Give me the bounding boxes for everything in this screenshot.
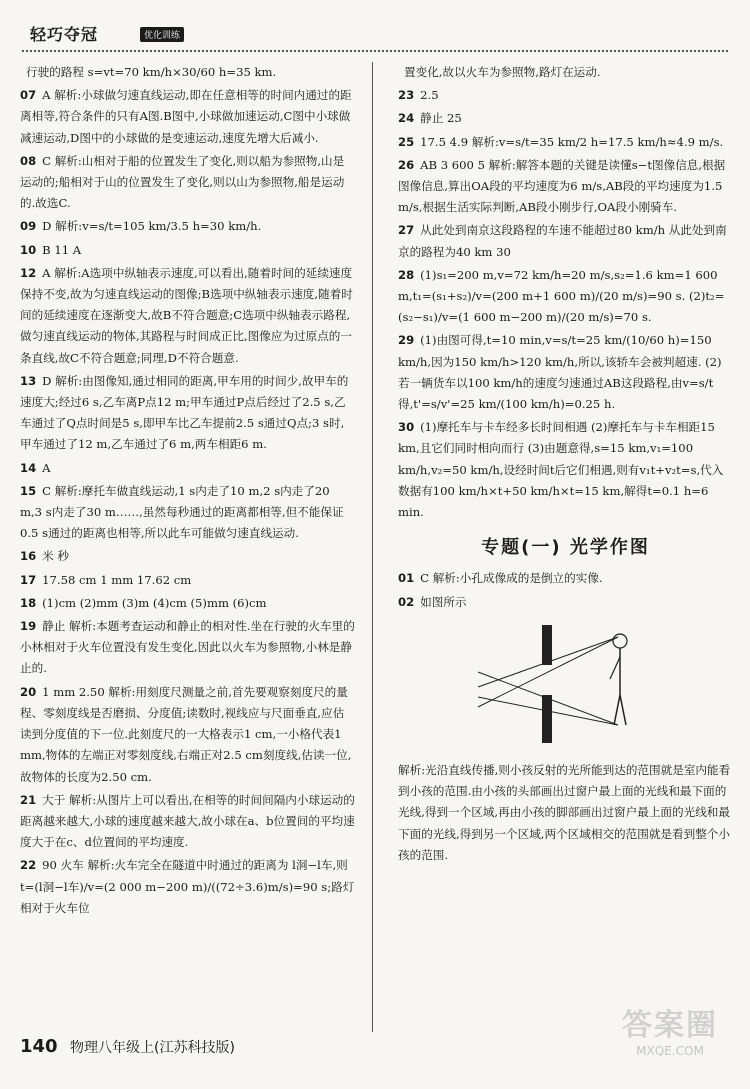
header-dotted-rule bbox=[22, 50, 728, 52]
list-item: 27 从此处到南京这段路程的车速不能超过80 km/h 从此处到南京的路程为40 km 30 bbox=[398, 223, 727, 259]
list-item: 01 C 解析:小孔成像成的是倒立的实像. bbox=[398, 571, 603, 586]
list-item: 07 A 解析:小球做匀速直线运动,即在任意相等的时间内通过的距离相等,符合条件的只有A图.B图中,小球做加速运动,C图中小球做减速运动,D图中的小球做的是变速运动,速度先增大后减小. bbox=[20, 88, 352, 145]
list-item: 18 (1)cm (2)mm (3)m (4)cm (5)mm (6)cm bbox=[20, 595, 267, 610]
page-footer bbox=[20, 1036, 235, 1057]
list-item: 23 2.5 bbox=[398, 88, 439, 103]
list-item: 17 17.58 cm 1 mm 17.62 cm bbox=[20, 572, 192, 587]
column-divider bbox=[372, 62, 373, 1032]
list-item: 28 (1)s₁=200 m,v=72 km/h=20 m/s,s₂=1.6 km=1 600 m,t₁=(s₁+s₂)/v=(200 m+1 600 m)/(20 m/s)=90 s. (2)t₂=(s₂−s₁)/v=(1 600 m−200 m)/(20 m/s)=70 s. bbox=[398, 267, 725, 325]
list-item: 12 A 解析:A选项中纵轴表示速度,可以看出,随着时间的延续速度保持不变,故为匀速直线运动的图像;B选项中纵轴表示速度,随着时间的延续速度在逐渐变大,故B不符合题意;C选项中纵轴表示路程,做匀速直线运动的物体,其路程与时间成正比,图像应为过原点的一条直线,故C不符合题意;同理,D不符合题意. bbox=[20, 265, 353, 365]
list-item: 16 米 秒 bbox=[20, 549, 70, 564]
left-column bbox=[20, 62, 355, 921]
analysis-text: 解析:光沿直线传播,则小孩反射的光所能到达的范围就是室内能看到小孩的范围.由小孩的头部画出过窗户最上面的光线和最下面的光线,得到一个区域,再由小孩的脚部画出过窗户最上面的光线和最下面的光线,得到另一个区域,两个区域相交的范围就是看到整个小孩的范围. bbox=[398, 763, 731, 862]
list-item: 14 A bbox=[20, 460, 51, 475]
list-item: 21 大于 解析:从图片上可以看出,在相等的时间间隔内小球运动的距离越来越大,小球的速度越来越大,故小球在a、b位置间的平均速度大于在c、d位置间的平均速度. bbox=[20, 792, 355, 850]
right-column bbox=[398, 62, 733, 868]
wall-upper bbox=[542, 625, 552, 665]
list-item: 15 C 解析:摩托车做直线运动,1 s内走了10 m,2 s内走了20 m,3 s内走了30 m……,虽然每秒通过的距离都相等,但不能保证0.5 s通过的距离也相等,所以此车可能做匀速直线运动. bbox=[20, 483, 344, 541]
list-item: 26 AB 3 600 5 解析:解答本题的关键是读懂s−t图像信息,根据图像信息,算出OA段的平均速度为6 m/s,AB段的平均速度为1.5 m/s,根据生活实际判断,AB段小刚步行,OA段小刚骑车. bbox=[398, 157, 726, 215]
list-item: 置变化,故以火车为参照物,路灯在运动. bbox=[404, 65, 601, 79]
list-item: 20 1 mm 2.50 解析:用刻度尺测量之前,首先要观察刻度尺的量程、零刻度线是否磨损、分度值;读数时,视线应与尺面垂直,应估读到分度值的下一位.此刻度尺的一大格表示1 cm,一小格代表1 mm,物体的左端正对零刻度线,右端正对2.5 cm刻度线,估读一位,故物体的长度为2.50 cm. bbox=[20, 684, 352, 784]
book-title: 物理八年级上(江苏科技版) bbox=[70, 1040, 235, 1056]
watermark-small: MXQE.COM bbox=[636, 1044, 704, 1058]
wall-lower bbox=[542, 695, 552, 743]
list-item: 29 (1)由图可得,t=10 min,v=s/t=25 km/(10/60 h)=150 km/h,因为150 km/h>120 km/h,所以,该轿车会被判超速. (2)若一辆货车以100 km/h的速度匀速通过AB这段路程,由v=s/t得,t'=s/v'=25 km/(100 km/h)=0.25 h. bbox=[398, 333, 722, 412]
watermark bbox=[600, 1000, 740, 1080]
list-item: 24 静止 25 bbox=[398, 111, 462, 126]
page-number: 140 bbox=[20, 1036, 58, 1057]
brand-logo: 轻巧夺冠 bbox=[30, 25, 99, 44]
brand-subtitle: 优化训练 bbox=[140, 27, 184, 42]
list-item: 08 C 解析:山相对于船的位置发生了变化,则以船为参照物,山是运动的;船相对于山的位置发生了变化,则以山为参照物,船是运动的.故选C. bbox=[20, 153, 345, 211]
list-item: 09 D 解析:v=s/t=105 km/3.5 h=30 km/h. bbox=[20, 219, 262, 234]
list-item: 25 17.5 4.9 解析:v=s/t=35 km/2 h=17.5 km/h≈4.9 m/s. bbox=[398, 134, 724, 149]
list-item: 行驶的路程 s=vt=70 km/h×30/60 h=35 km. bbox=[26, 65, 277, 79]
list-item: 19 静止 解析:本题考查运动和静止的相对性.坐在行驶的火车里的小林相对于火车位置没有发生变化,因此以火车为参照物,小林是静止的. bbox=[20, 619, 355, 676]
list-item: 30 (1)摩托车与卡车经多长时间相遇 (2)摩托车与卡车相距15 km,且它们同时相向而行 (3)由题意得,s=15 km,v₁=100 km/h,v₂=50 km/h,设经时间t后它们相遇,则有v₁t+v₂t=s,代入数据有100 km/h×t+50 km/h×t=15 km,解得t=0.1 h=6 min. bbox=[398, 420, 724, 520]
list-item: 10 B 11 A bbox=[20, 242, 82, 257]
page-header bbox=[22, 18, 728, 52]
optics-figure bbox=[468, 617, 733, 754]
list-item: 13 D 解析:由图像知,通过相同的距离,甲车用的时间少,故甲车的速度大;经过6 s,乙车离P点12 m;甲车通过P点后经过了2.5 s,乙车通过了Q点时间是5 s,即甲车比乙车提前2.5 s通过Q点;3 s时,甲车通过了12 m,乙车通过了6 m,两车相距6 m. bbox=[20, 373, 349, 452]
list-item: 02 如图所示 bbox=[398, 594, 467, 609]
watermark-big: 答案圈 bbox=[622, 1008, 718, 1043]
section-title: 专题(一) 光学作图 bbox=[481, 537, 650, 559]
list-item: 22 90 火车 解析:火车完全在隧道中时通过的距离为 l洞−l车,则 t=(l洞−l车)/v=(2 000 m−200 m)/((72÷3.6)m/s)=90 s;路灯相对于火车位 bbox=[20, 858, 355, 915]
window-light-diagram bbox=[468, 617, 668, 747]
child-head bbox=[613, 634, 627, 648]
